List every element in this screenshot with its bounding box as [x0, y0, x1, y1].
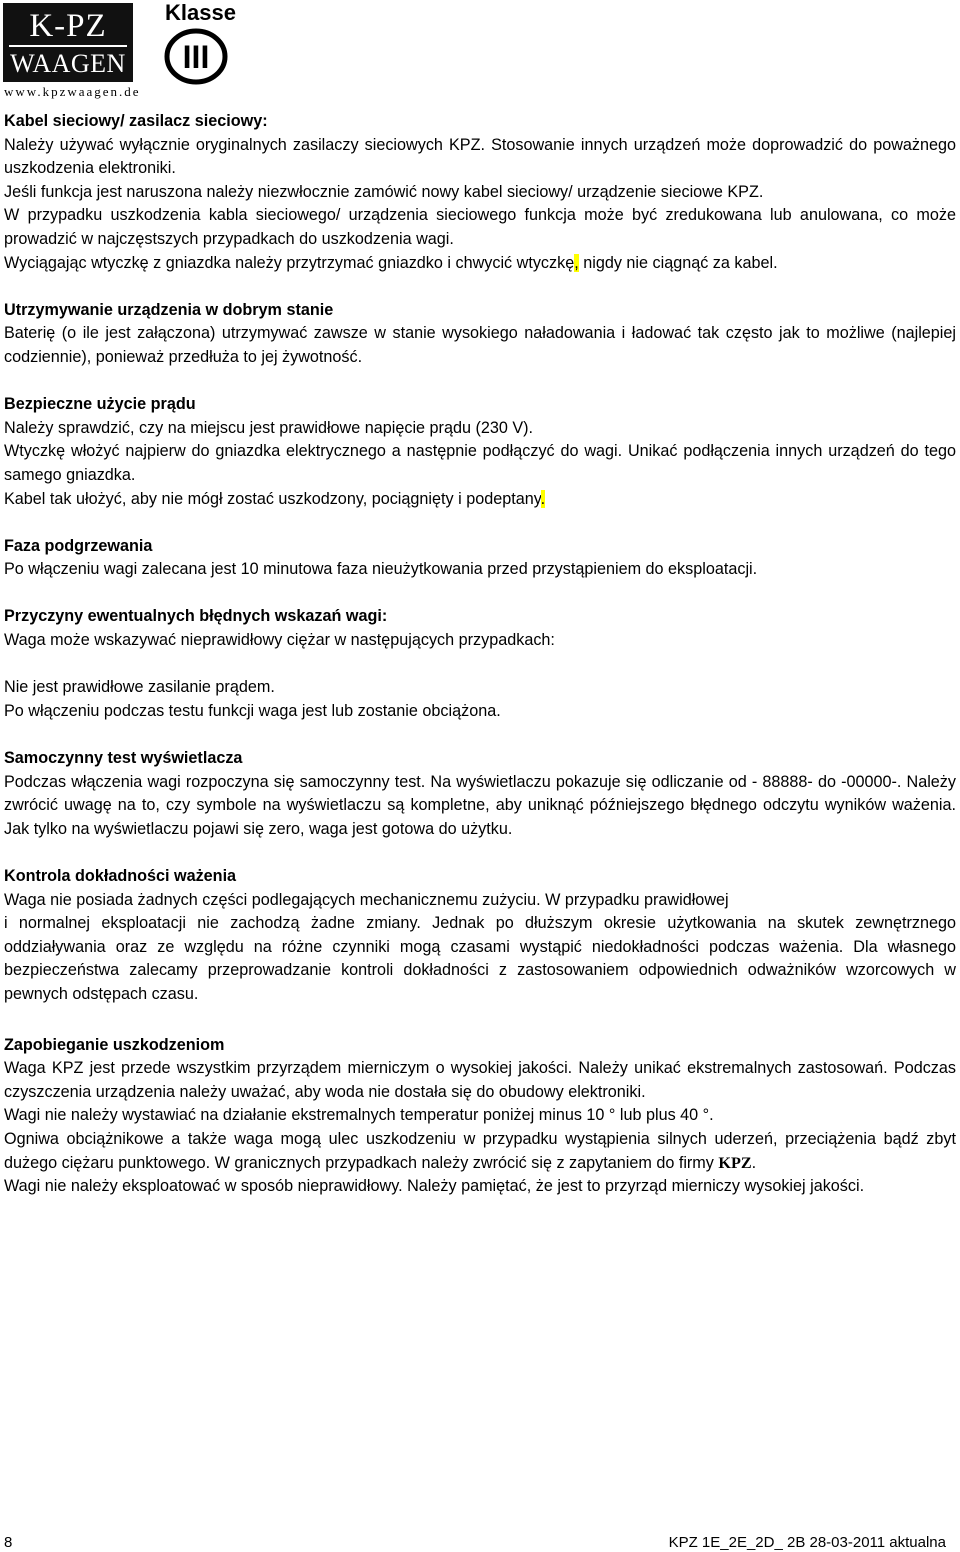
- klasse-numeral: III: [182, 39, 210, 75]
- paragraph: [4, 488, 956, 512]
- kpz-waagen-logo: [3, 3, 133, 82]
- section-title: Przyczyny ewentualnych błędnych wskazań wagi:: [4, 607, 388, 626]
- section-error-causes: [4, 605, 956, 723]
- highlighted-text: ,: [574, 253, 579, 272]
- text-run: .: [751, 1153, 757, 1172]
- paragraph: Waga KPZ jest przede wszystkim przyrządem mierniczym o wysokiej jakości. Należy unikać ekstremalnych zastosowań. Podczas czyszczenia urządzenia należy uważać, aby woda nie dostała się do obudowy elektroniki.: [4, 1059, 956, 1101]
- text-run: nigdy nie ciągnąć za kabel.: [578, 253, 778, 272]
- paragraph: [4, 1128, 956, 1175]
- section-title: Faza podgrzewania: [4, 536, 153, 555]
- page-number: 8: [4, 1534, 13, 1551]
- section-damage-prevention: [4, 1034, 956, 1199]
- spacer: [4, 653, 956, 677]
- paragraph: i normalnej eksploatacji nie zachodzą żadne zmiany. Jednak po dłuższym okresie użytkowania na skutek zewnętrznego oddziaływania oraz ze względu na różne czynniki mogą czasami wystąpić niedokładności podczas ważenia. Dla własnego bezpieczeństwa zalecamy przeprowadzanie kontroli dokładności z zastosowaniem odpowiednich odważników wzorcowych w pewnych odstępach czasu.: [4, 914, 956, 1003]
- klasse-label: Klasse: [165, 0, 236, 25]
- paragraph: [4, 252, 956, 276]
- paragraph: Wtyczkę włożyć najpierw do gniazdka elektrycznego a następnie podłączyć do wagi. Unikać podłączenia innych urządzeń do tego samego gniazdka.: [4, 442, 956, 484]
- page-header: [0, 0, 960, 100]
- section-accuracy-check: [4, 865, 956, 1007]
- logo-divider: [9, 45, 127, 47]
- paragraph: Wagi nie należy eksploatować w sposób nieprawidłowy. Należy pamiętać, że jest to przyrząd mierniczy wysokiej jakości.: [4, 1177, 865, 1196]
- logo-url: www.kpzwaagen.de: [4, 84, 141, 99]
- paragraph: W przypadku uszkodzenia kabla sieciowego/ urządzenia sieciowego funkcja może być zredukowana lub anulowana, co może prowadzić w najczęstszych przypadkach do uszkodzenia wagi.: [4, 206, 956, 248]
- document-code: KPZ 1E_2E_2D_ 2B 28-03-2011 aktualna: [668, 1534, 946, 1551]
- paragraph: Waga może wskazywać nieprawidłowy ciężar w następujących przypadkach:: [4, 631, 555, 650]
- section-title: Samoczynny test wyświetlacza: [4, 749, 243, 768]
- text-run: Ogniwa obciążnikowe a także waga mogą ulec uszkodzeniu w przypadku wystąpienia silnych uderzeń, przeciążenia bądź zbyt dużego ciężaru punktowego. W granicznych przypadkach należy zwrócić się z zapytaniem do firmy: [4, 1129, 956, 1172]
- text-run: Wyciągając wtyczkę z gniazdka należy przytrzymać gniazdko i chwycić wtyczkę: [4, 253, 575, 272]
- section-title: Zapobieganie uszkodzeniom: [4, 1035, 225, 1054]
- document-body: [4, 110, 956, 1222]
- logo-bottom-text: WAAGEN: [10, 49, 126, 78]
- text-run: Kabel tak ułożyć, aby nie mógł zostać uszkodzony, pociągnięty i podeptany: [4, 489, 541, 508]
- section-title: Bezpieczne użycie prądu: [4, 395, 196, 414]
- paragraph: Należy używać wyłącznie oryginalnych zasilaczy sieciowych KPZ. Stosowanie innych urządzeń może doprowadzić do poważnego uszkodzenia elektroniki.: [4, 135, 956, 178]
- section-title: Kontrola dokładności ważenia: [4, 867, 237, 885]
- paragraph: Należy sprawdzić, czy na miejscu jest prawidłowe napięcie prądu (230 V).: [4, 418, 534, 437]
- paragraph: Baterię (o ile jest załączona) utrzymywać zawsze w stanie wysokiego naładowania i ładować tak często jak to możliwe (najlepiej codziennie), ponieważ przedłuża to jej żywotność.: [4, 324, 956, 366]
- section-title: Utrzymywanie urządzenia w dobrym stanie: [4, 300, 334, 319]
- paragraph: Jeśli funkcja jest naruszona należy niezwłocznie zamówić nowy kabel sieciowy/ urządzenie sieciowe KPZ.: [4, 182, 764, 201]
- paragraph: Podczas włączenia wagi rozpoczyna się samoczynny test. Na wyświetlaczu pokazuje się odliczanie od - 88888- do -00000-. Należy zwrócić uwagę na to, czy symbole na wyświetlaczu są kompletne, aby uniknąć późniejszego błędnego odczytu wyników ważenia. Jak tylko na wyświetlaczu pojawi się zero, waga jest gotowa do użytku.: [4, 772, 956, 838]
- paragraph: Po włączeniu wagi zalecana jest 10 minutowa faza nieużytkowania przed przystąpieniem do eksploatacji.: [4, 560, 758, 579]
- logo-top-text: K-PZ: [29, 8, 107, 44]
- paragraph: Wagi nie należy wystawiać na działanie ekstremalnych temperatur poniżej minus 10 ° lub plus 40 °.: [4, 1106, 714, 1125]
- section-display-test: [4, 747, 956, 841]
- section-title: Kabel sieciowy/ zasilacz sieciowy:: [4, 112, 268, 130]
- highlighted-text: .: [540, 489, 546, 508]
- section-power-cable: [4, 110, 956, 275]
- section-maintenance: [4, 299, 956, 370]
- list-item: Po włączeniu podczas testu funkcji waga jest lub zostanie obciążona.: [4, 701, 501, 720]
- section-electrical-safety: [4, 393, 956, 511]
- list-item: Nie jest prawidłowe zasilanie prądem.: [4, 678, 275, 697]
- section-warm-up: [4, 535, 956, 582]
- paragraph: Waga nie posiada żadnych części podlegających mechanicznemu zużyciu. W przypadku prawidłowej: [4, 890, 729, 909]
- accuracy-class-iii-icon: [164, 28, 228, 85]
- brand-name: KPZ: [718, 1153, 752, 1172]
